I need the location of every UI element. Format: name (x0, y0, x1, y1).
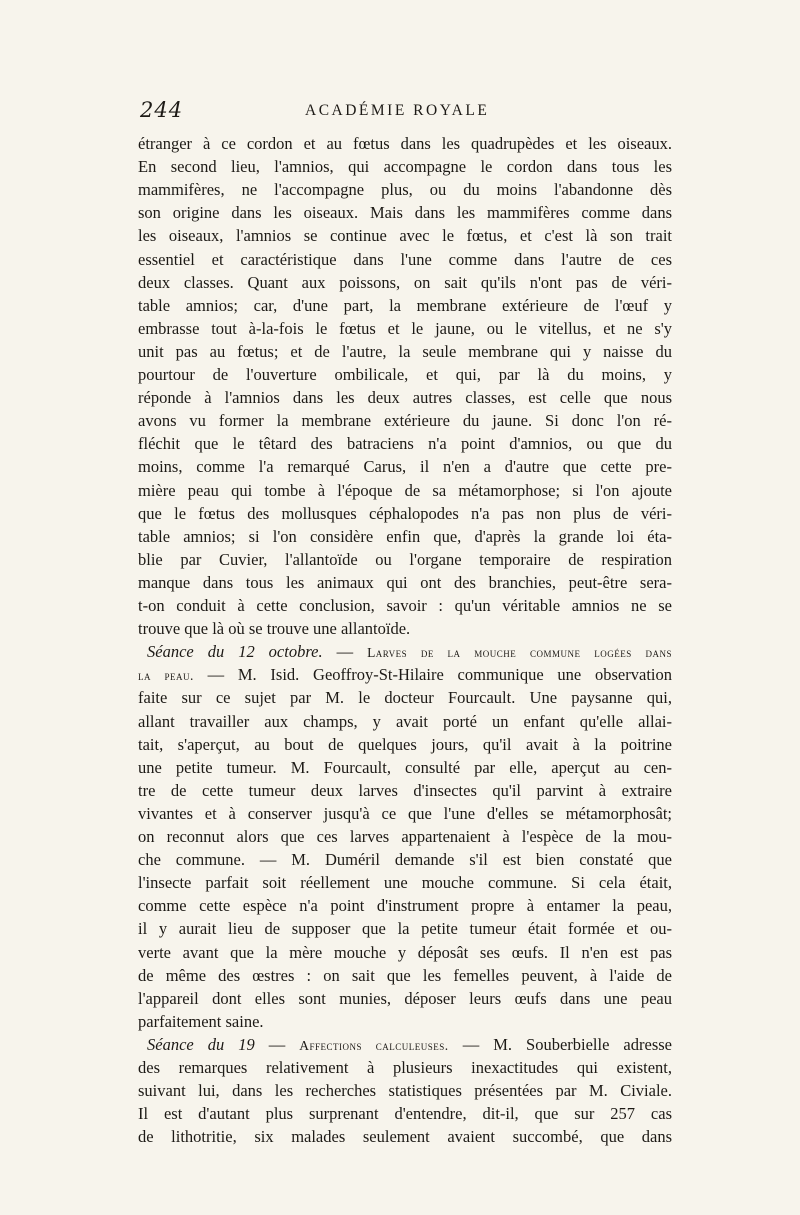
line-text: son origine dans les oiseaux. Mais dans les mammifères comme dans (138, 203, 672, 223)
text-line (138, 918, 672, 941)
text-line (138, 295, 672, 318)
text-line (138, 1080, 672, 1103)
text-line (138, 456, 672, 479)
section-heading: Larves de la mouche commune logées dans (367, 645, 672, 661)
page-header (140, 98, 670, 124)
line-text: deux classes. Quant aux poissons, on sait qu'ils n'ont pas de véri- (138, 272, 672, 292)
line-text: que le fœtus des mollusques céphalopodes n'a pas non plus de véri- (138, 503, 672, 523)
text-line (138, 988, 672, 1011)
text-line (138, 480, 672, 503)
line-text: tait, s'aperçut, au bout de quelques jours, qu'il avait à la poitrine (138, 734, 672, 754)
section-heading: la peau. (138, 668, 194, 684)
text-line (138, 572, 672, 595)
line-text: vivantes et à conserver jusqu'à ce que l'une d'elles se métamorphosât; (138, 803, 672, 823)
line-text: table amnios; si l'on considère enfin que, d'après la grande loi éta- (138, 526, 672, 546)
line-text: — M. Isid. Geoffroy-St-Hilaire communique une observation (193, 665, 672, 685)
line-text: fléchit que le têtard des batraciens n'a point d'amnios, ou que du (138, 434, 672, 454)
line-text: embrasse tout à-la-fois le fœtus et le jaune, ou le vitellus, et ne s'y (138, 318, 672, 338)
line-text: réponde à l'amnios dans les deux autres classes, est celle que nous (138, 388, 672, 408)
text-line (138, 341, 672, 364)
line-text: les oiseaux, l'amnios se continue avec le fœtus, et c'est là son trait (138, 226, 672, 246)
text-line (138, 549, 672, 572)
text-line (138, 1034, 672, 1057)
line-text: table amnios; car, d'une part, la membrane extérieure de l'œuf y (138, 295, 672, 315)
line-text: blie par Cuvier, l'allantoïde ou l'organe temporaire de respiration (138, 549, 672, 569)
line-text: comme cette espèce n'a point d'instrument propre à entamer la peau, (138, 896, 672, 916)
text-line (138, 711, 672, 734)
line-text: Il est d'autant plus surprenant d'entendre, dit-il, que sur 257 cas (138, 1104, 672, 1124)
text-line (138, 687, 672, 710)
page-number: 244 (140, 98, 184, 122)
line-text: — (254, 1034, 300, 1054)
line-text: de lithotritie, six malades seulement avaient succombé, que dans (138, 1127, 672, 1147)
line-text: une petite tumeur. M. Fourcault, consulté par elle, aperçut au cen- (138, 757, 672, 777)
line-text: — M. Souberbielle adresse (448, 1034, 672, 1054)
line-text: parfaitement saine. (138, 1011, 264, 1031)
text-line (138, 272, 672, 295)
session-date: Séance du 12 octobre. (147, 642, 323, 662)
line-text: il y aurait lieu de supposer que la petite tumeur était formée et ou- (138, 919, 672, 939)
text-line (138, 225, 672, 248)
text-line (138, 641, 672, 664)
line-text: moins, comme l'a remarqué Carus, il n'en a d'autre que cette pre- (138, 457, 672, 477)
text-line (138, 1103, 672, 1126)
text-line (138, 526, 672, 549)
text-line (138, 734, 672, 757)
line-text: l'insecte parfait soit réellement une mouche commune. Si cela était, (138, 873, 672, 893)
line-text: faite sur ce sujet par M. le docteur Fourcault. Une paysanne qui, (138, 688, 672, 708)
line-text: des remarques relativement à plusieurs inexactitudes qui existent, (138, 1058, 672, 1077)
line-text: che commune. — M. Duméril demande s'il est bien constaté que (138, 850, 672, 870)
line-text: tre de cette tumeur deux larves d'insectes qu'il parvint à extraire (138, 780, 672, 800)
line-text: allant travailler aux champs, y avait porté un enfant qu'elle allai- (138, 711, 672, 731)
text-line (138, 433, 672, 456)
running-head: ACADÉMIE ROYALE (305, 102, 490, 119)
line-text: de même des œstres : on sait que les femelles peuvent, à l'aide de (138, 965, 672, 985)
text-line (138, 803, 672, 826)
line-text: trouve que là où se trouve une allantoïde. (138, 619, 411, 639)
text-line (138, 872, 672, 895)
text-line (138, 1057, 672, 1080)
text-line (138, 826, 672, 849)
line-text: étranger à ce cordon et au fœtus dans les quadrupèdes et les oiseaux. (138, 134, 672, 153)
line-text: essentiel et caractéristique dans l'une comme dans l'autre de ces (138, 249, 672, 269)
line-text: En second lieu, l'amnios, qui accompagne le cordon dans tous les (138, 157, 672, 177)
text-line (138, 595, 672, 618)
text-line (138, 364, 672, 387)
text-line (138, 156, 672, 179)
line-text: — (322, 642, 368, 662)
line-text: suivant lui, dans les recherches statistiques présentées par M. Civiale. (138, 1081, 672, 1101)
text-line (138, 895, 672, 918)
text-line (138, 664, 672, 687)
text-line (138, 1126, 672, 1149)
text-line (138, 179, 672, 202)
line-text: mammifères, ne l'accompagne plus, ou du moins l'abandonne dès (138, 180, 672, 200)
text-line (138, 318, 672, 341)
line-text: avons vu former la membrane extérieure du jaune. Si donc l'on ré- (138, 411, 672, 431)
text-line (138, 387, 672, 410)
text-line (138, 249, 672, 272)
line-text: pourtour de l'ouverture ombilicale, et qui, par là du moins, y (138, 365, 672, 384)
line-text: manque dans tous les animaux qui ont des branchies, peut-être sera- (138, 572, 672, 592)
text-line (138, 965, 672, 988)
section-heading: Affections calculeuses. (299, 1037, 449, 1053)
line-text: mière peau qui tombe à l'époque de sa métamorphose; si l'on ajoute (138, 480, 672, 500)
text-line (138, 133, 672, 156)
text-line (138, 1011, 672, 1034)
text-line (138, 942, 672, 965)
text-line (138, 202, 672, 225)
line-text: on reconnut alors que ces larves appartenaient à l'espèce de la mou- (138, 827, 672, 846)
text-line (138, 780, 672, 803)
text-line (138, 849, 672, 872)
line-text: t-on conduit à cette conclusion, savoir : qu'un véritable amnios ne se (138, 596, 672, 615)
line-text: l'appareil dont elles sont munies, déposer leurs œufs dans une peau (138, 988, 672, 1008)
session-date: Séance du 19 (147, 1034, 255, 1054)
text-line (138, 410, 672, 433)
text-line (138, 503, 672, 526)
text-line (138, 618, 672, 641)
text-line (138, 757, 672, 780)
line-text: verte avant que la mère mouche y déposât ses œufs. Il n'en est pas (138, 942, 672, 962)
line-text: unit pas au fœtus; et de l'autre, la seule membrane qui y naisse du (138, 341, 672, 361)
